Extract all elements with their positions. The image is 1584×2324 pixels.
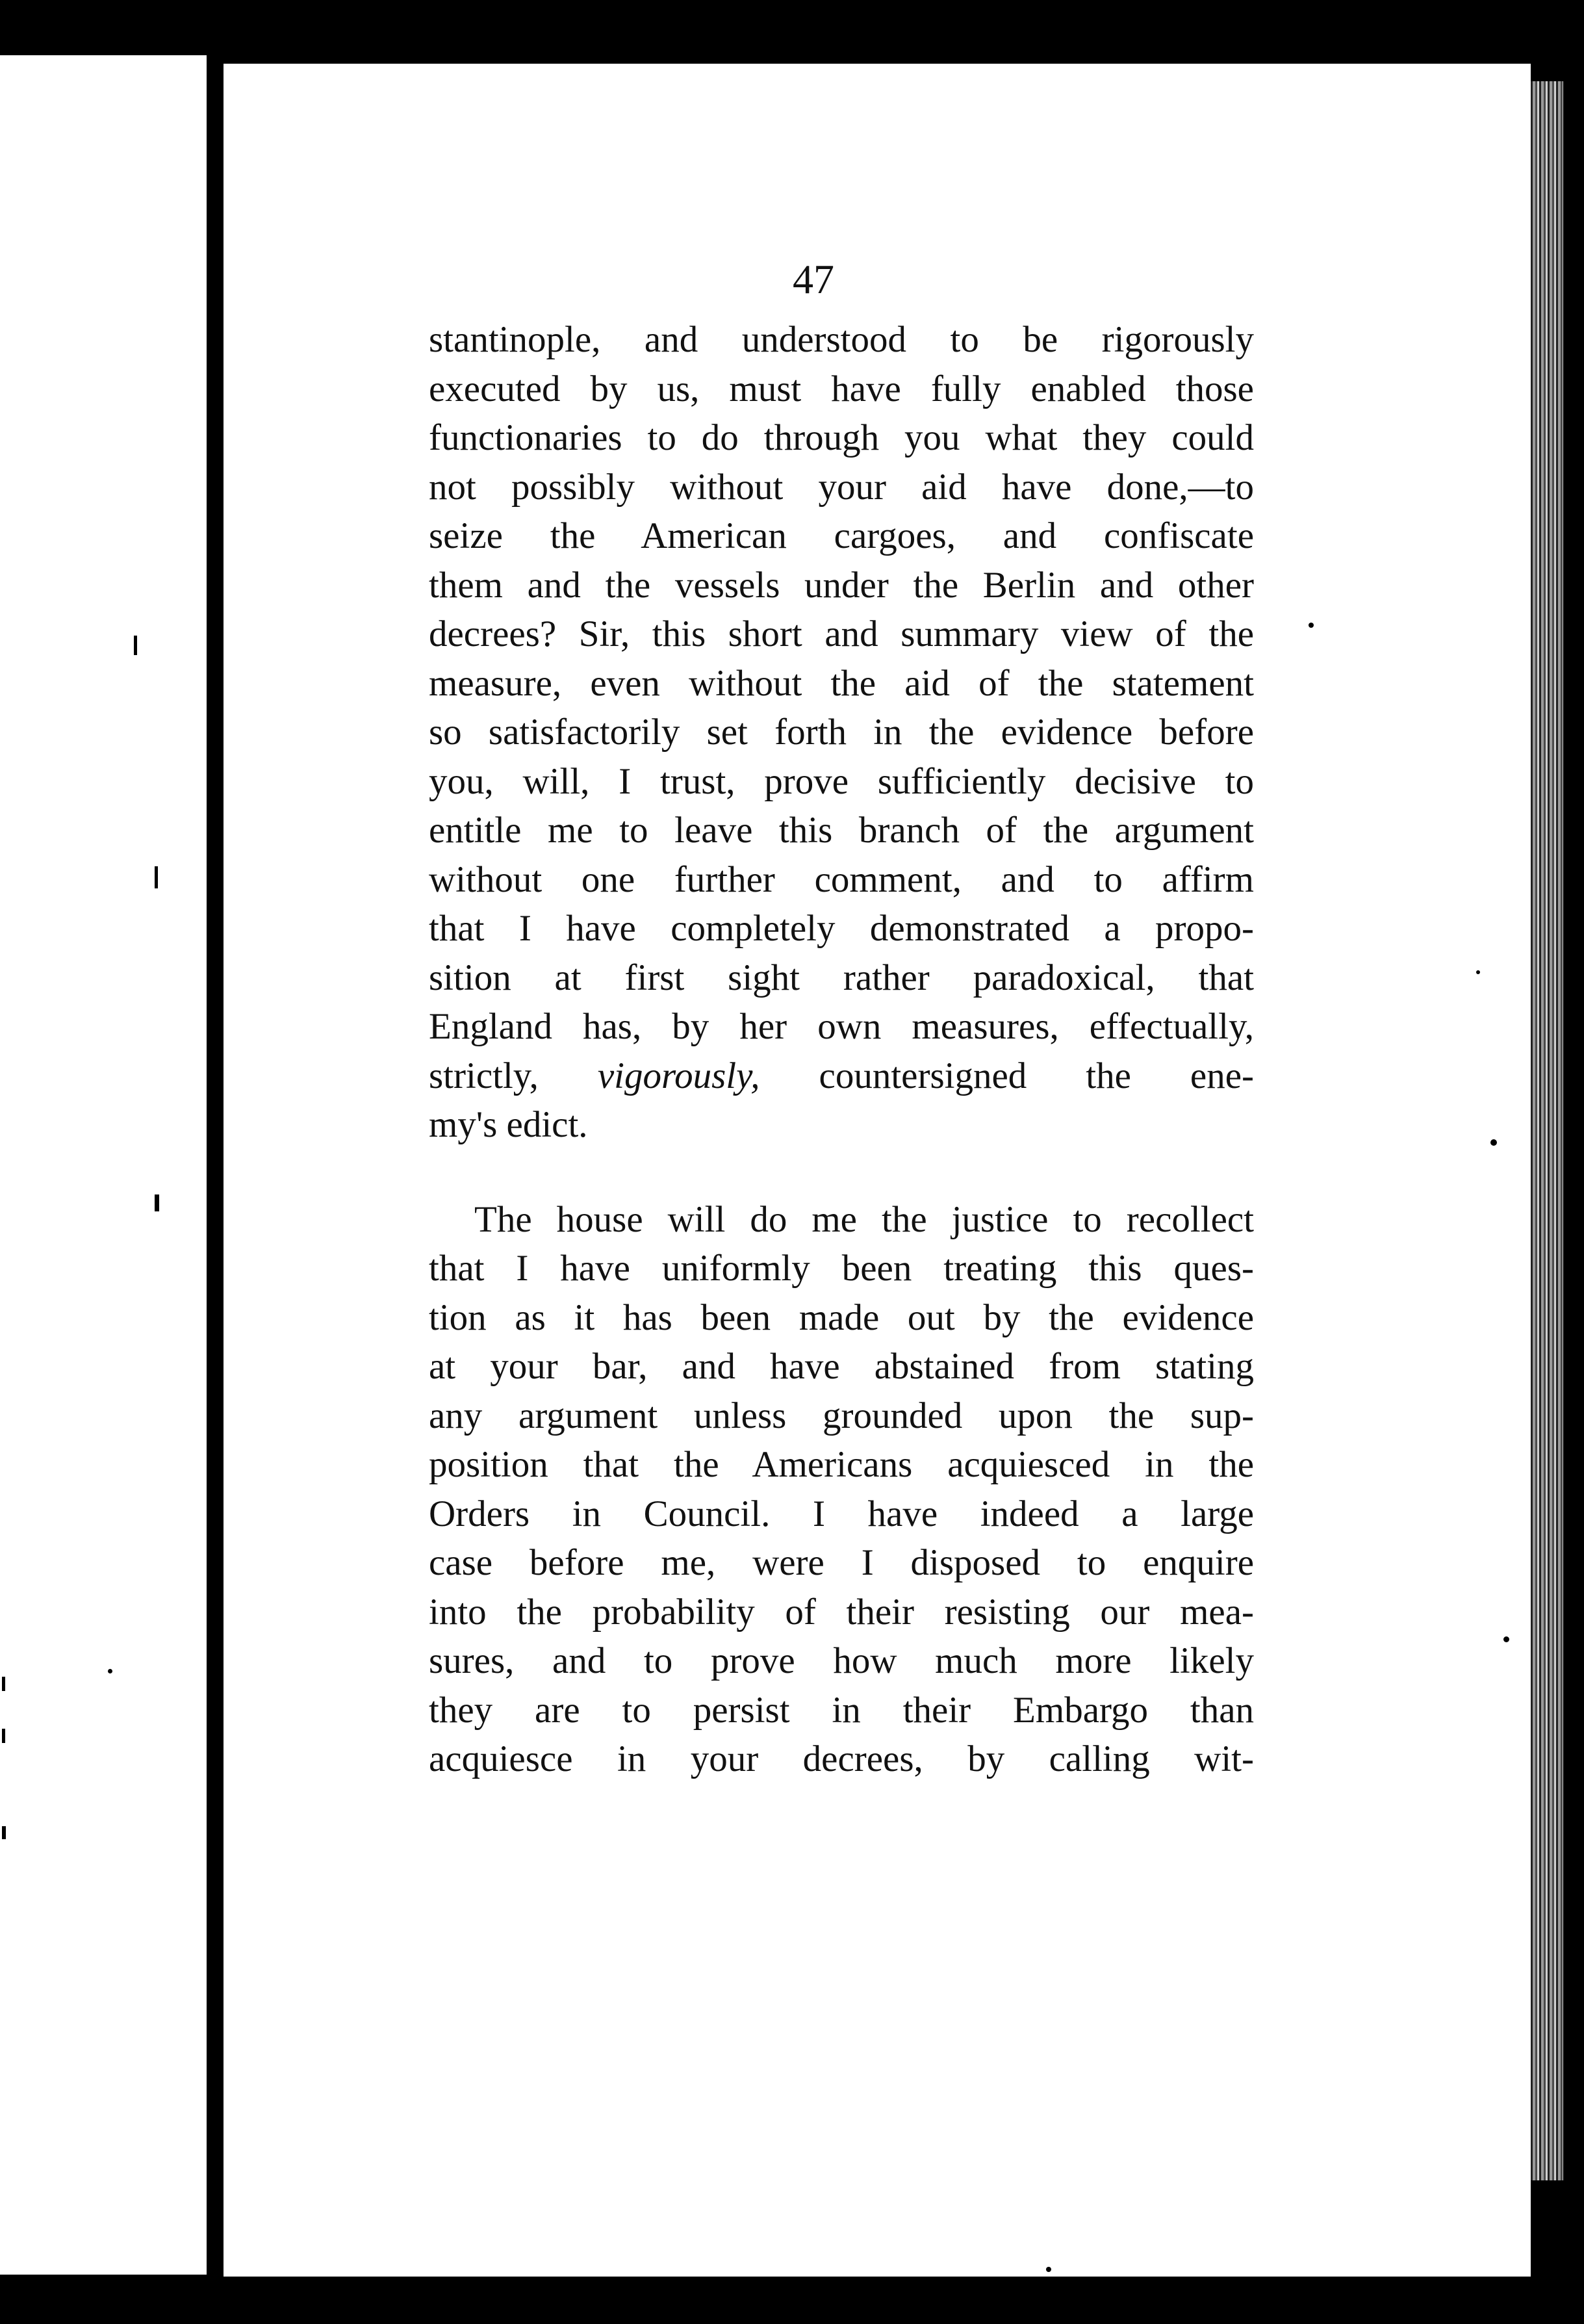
text-line: tion as it has been made out by the evidence — [429, 1297, 1254, 1338]
text-line: at your bar, and have abstained from stating — [429, 1346, 1254, 1387]
text-line: Orders in Council. I have indeed a large — [429, 1493, 1254, 1534]
text-line: England has, by her own measures, effectually, — [429, 1006, 1254, 1047]
text-line: you, will, I trust, prove sufficiently decisive to — [429, 760, 1254, 802]
text-line: that I have completely demonstrated a propo- — [429, 908, 1254, 949]
ink-speck — [1490, 1139, 1497, 1146]
body-text — [429, 315, 1254, 1784]
text-line: sures, and to prove how much more likely — [429, 1640, 1254, 1681]
text-line: executed by us, must have fully enabled those — [429, 368, 1254, 409]
margin-mark — [155, 866, 158, 888]
text-fragment: countersigned the ene- — [819, 1055, 1255, 1096]
book-gutter — [207, 55, 224, 2275]
text-line: not possibly without your aid have done,—to — [429, 466, 1254, 508]
text-line: case before me, were I disposed to enquire — [429, 1542, 1254, 1583]
text-fragment: strictly, — [429, 1055, 539, 1096]
ink-speck — [1046, 2267, 1051, 2272]
margin-mark — [134, 636, 137, 655]
ink-speck — [1503, 1636, 1509, 1642]
italic-word: vigorously, — [597, 1055, 760, 1096]
margin-mark — [2, 1826, 6, 1839]
text-line: seize the American cargoes, and confiscate — [429, 515, 1254, 556]
text-line: sition at first sight rather paradoxical, that — [429, 957, 1254, 998]
text-line: acquiesce in your decrees, by calling wit- — [429, 1738, 1254, 1779]
margin-mark — [2, 1729, 5, 1743]
margin-mark — [2, 1677, 5, 1691]
ink-speck — [1032, 2278, 1036, 2282]
text-line: measure, even without the aid of the statement — [429, 662, 1254, 704]
ink-speck — [108, 1669, 112, 1673]
text-line: them and the vessels under the Berlin and other — [429, 564, 1254, 606]
ink-speck — [1309, 623, 1314, 628]
text-line: my's edict. — [429, 1104, 588, 1145]
left-page-fragment — [0, 55, 207, 2275]
text-line: stantinople, and understood to be rigorously — [429, 319, 1254, 360]
text-line: any argument unless grounded upon the sup- — [429, 1395, 1254, 1436]
text-line: entitle me to leave this branch of the argument — [429, 810, 1254, 851]
text-line: so satisfactorily set forth in the evidence before — [429, 712, 1254, 753]
text-line: position that the Americans acquiesced in the — [429, 1444, 1254, 1485]
paragraph-gap — [429, 1150, 1254, 1195]
text-line: decrees? Sir, this short and summary view of the — [429, 613, 1254, 654]
text-line: that I have uniformly been treating this ques- — [429, 1248, 1254, 1289]
text-line: The house will do me the justice to recollect — [474, 1198, 1254, 1240]
margin-mark — [155, 1194, 159, 1211]
page-edges — [1531, 81, 1563, 2180]
page-number: 47 — [793, 256, 834, 302]
text-line: functionaries to do through you what they could — [429, 417, 1254, 458]
text-line: without one further comment, and to affirm — [429, 859, 1254, 900]
text-line: they are to persist in their Embargo than — [429, 1689, 1254, 1731]
text-line: into the probability of their resisting our mea- — [429, 1591, 1254, 1633]
text-line-with-italic — [429, 1052, 1254, 1101]
ink-speck — [1476, 970, 1480, 974]
